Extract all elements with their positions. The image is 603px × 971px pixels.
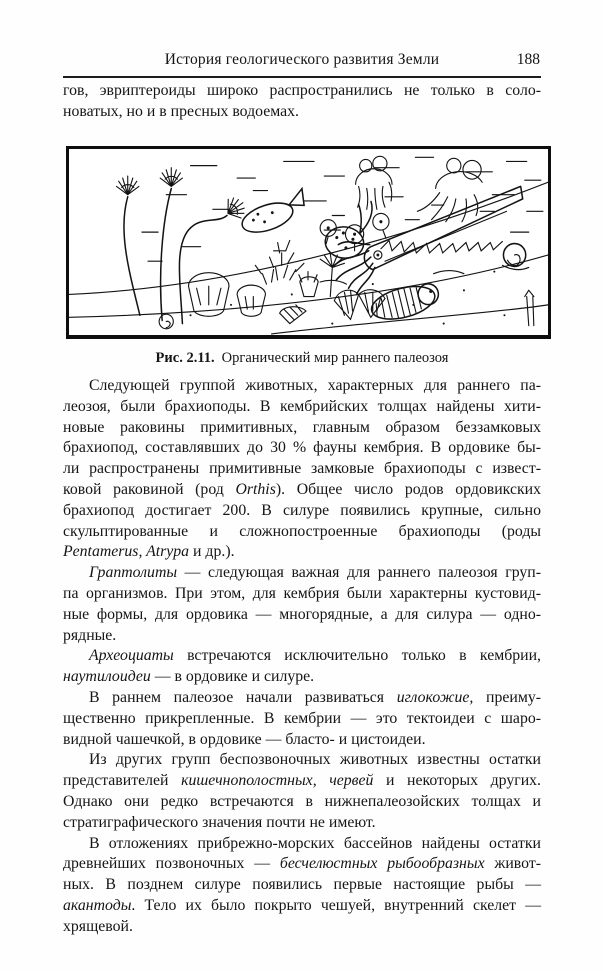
italic-text-run: Pentamerus, Atrypa <box>63 543 190 561</box>
text-line <box>63 418 541 439</box>
text-line <box>63 688 541 709</box>
text-line <box>63 646 541 667</box>
text-line <box>63 563 541 584</box>
text-run: ). Общее число родов ордовикских <box>275 480 541 498</box>
text-run: рядные. <box>63 626 117 644</box>
body-text <box>63 376 541 938</box>
text-run: В раннем палеозое начали развиваться <box>89 688 397 706</box>
text-run: щественно прикрепленные. В кембрии — это тектоидеи с шаро- <box>63 709 541 727</box>
text-line <box>63 81 541 102</box>
text-line <box>63 584 541 605</box>
paragraph <box>63 688 541 750</box>
text-line <box>63 376 541 397</box>
text-line <box>63 709 541 730</box>
text-line <box>63 459 541 480</box>
italic-text-run: наутилоидеи <box>63 668 151 686</box>
paragraph <box>63 376 541 563</box>
text-line <box>63 542 541 563</box>
text-run: и некоторых других. <box>373 772 541 790</box>
text-line <box>63 730 541 751</box>
italic-text-run: Orthis <box>235 480 276 498</box>
text-run: ные формы, для ордовика — многорядные, а для силура — одно- <box>63 605 541 623</box>
text-run: Из других групп беспозвоночных животных известны остатки <box>89 751 541 769</box>
figure-caption-text: Органический мир раннего палеозоя <box>221 350 449 366</box>
paragraph <box>63 834 541 938</box>
text-line <box>63 854 541 875</box>
paragraph <box>63 750 541 833</box>
text-run: па организмов. При этом, для кембрия были характерны кустовид- <box>63 584 541 602</box>
text-line <box>63 771 541 792</box>
text-run: брахиопод достигает 200. В силуре появились крупные, сильно <box>63 501 541 519</box>
paragraph <box>63 563 541 646</box>
text-line <box>63 875 541 896</box>
text-line <box>63 792 541 813</box>
text-run: встречаются исключительно только в кембрии, <box>173 647 541 665</box>
text-line <box>63 480 541 501</box>
text-line <box>63 522 541 543</box>
text-run: и др.). <box>189 543 235 561</box>
chapter-title: История геологического развития Земли <box>164 51 440 68</box>
text-line <box>63 917 541 938</box>
text-line <box>63 438 541 459</box>
text-run: живот- <box>484 855 542 873</box>
text-run: Однако они редко встречаются в нижнепалеозойских толщах и <box>63 792 541 810</box>
text-run: ли распространены примитивные замковые брахиоподы с извест- <box>63 460 541 478</box>
text-run: ковой раковиной (род <box>63 480 236 498</box>
italic-text-run: бесчелюстных рыбообразных <box>279 855 485 873</box>
figure-caption <box>63 350 541 367</box>
text-run: новатых, но и в пресных водоемах. <box>63 102 299 120</box>
text-line <box>63 102 541 123</box>
text-run: стратиграфического значения почти не имеют. <box>63 813 376 831</box>
text-run: хрящевой. <box>63 917 133 935</box>
water-texture <box>142 157 543 261</box>
page-number: 188 <box>516 51 540 68</box>
italic-text-run: иглокожие, <box>396 688 474 706</box>
text-line <box>63 667 541 688</box>
text-line <box>63 626 541 647</box>
text-run: новые раковины примитивных, главным образом беззамковых <box>63 418 541 436</box>
italic-text-run: кишечнополостных, червей <box>181 772 374 790</box>
figure-illustration <box>69 149 548 335</box>
text-run: В отложениях прибрежно-морских бассейнов найдены остатки <box>89 834 541 852</box>
italic-text-run: Археоциаты <box>89 647 174 665</box>
text-line <box>63 896 541 917</box>
text-line <box>63 397 541 418</box>
jellyfish-drawing <box>356 156 483 221</box>
text-line <box>63 605 541 626</box>
text-run: леозоя, были брахиоподы. В кембрийских толщах найдены хити- <box>63 397 541 415</box>
text-line <box>63 501 541 522</box>
text-run: — следующая важная для раннего палеозоя груп- <box>177 564 541 582</box>
italic-text-run: Граптолиты <box>89 564 178 582</box>
figure-frame <box>66 146 551 339</box>
figure-caption-label: Рис. 2.11. <box>155 350 215 366</box>
paragraph <box>63 81 541 123</box>
text-run: видной чашечкой, в ордовике — бласто- и цистоидеи. <box>63 730 426 748</box>
anemone-drawing <box>299 254 345 297</box>
paragraph <box>63 646 541 688</box>
text-run: ных. В позднем силуре появились первые настоящие рыбы — <box>63 876 541 894</box>
text-line <box>63 834 541 855</box>
shells-drawing <box>280 290 385 324</box>
text-run: брахиопод, составлявших до 30 % фауны кембрия. В ордовике бы- <box>63 439 541 457</box>
italic-text-run: акантоды <box>63 896 132 914</box>
text-run: древнейших позвоночных — <box>63 855 280 873</box>
crinoids-drawing <box>117 168 250 324</box>
text-line <box>63 750 541 771</box>
text-run: Следующей группой животных, характерных для раннего па- <box>89 377 541 394</box>
intro-text <box>63 81 541 123</box>
text-line <box>63 813 541 834</box>
text-run: преиму- <box>473 688 541 706</box>
running-head <box>63 51 541 78</box>
text-run: . Тело их было покрыто чешуей, внутренний скелет — <box>131 896 541 914</box>
text-run: скульптированные и сложнопостроенные брахиоподы (роды <box>63 522 541 540</box>
text-run: представителей <box>63 772 182 790</box>
text-run: гов, эвриптероиды широко распространились не только в соло- <box>63 82 541 99</box>
text-run: — в ордовике и силуре. <box>150 668 315 686</box>
